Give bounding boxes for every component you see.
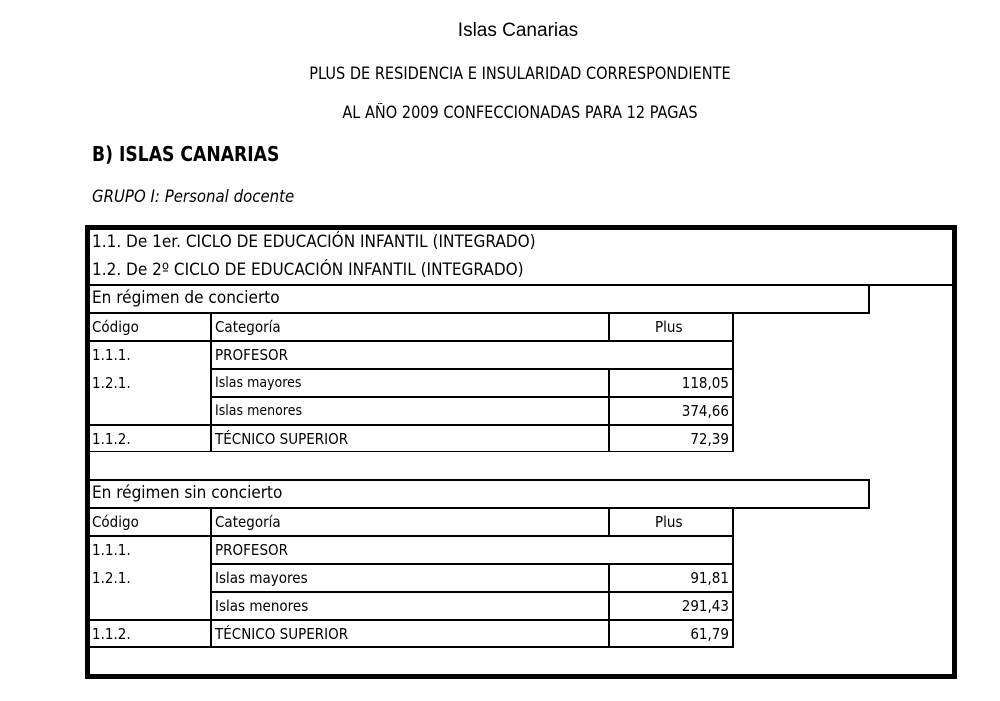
divider bbox=[732, 507, 734, 647]
row-plus: 118,05 bbox=[681, 374, 729, 392]
column-header-codigo: Código bbox=[92, 513, 139, 531]
table-header-line-1: 1.1. De 1er. CICLO DE EDUCACIÓN INFANTIL (INTEGRADO) bbox=[92, 232, 536, 252]
row-codigo: 1.2.1. bbox=[92, 569, 131, 587]
divider bbox=[90, 312, 870, 314]
row-plus: 61,79 bbox=[690, 625, 729, 643]
document-title: Islas Canarias bbox=[457, 20, 579, 41]
table-header-line-2: 1.2. De 2º CICLO DE EDUCACIÓN INFANTIL (INTEGRADO) bbox=[92, 260, 524, 280]
divider bbox=[90, 535, 734, 537]
subtitle-line-2: AL AÑO 2009 CONFECCIONADAS PARA 12 PAGAS bbox=[342, 103, 698, 122]
divider bbox=[90, 424, 734, 426]
divider bbox=[90, 340, 734, 342]
divider bbox=[210, 368, 734, 370]
row-categoria: TÉCNICO SUPERIOR bbox=[215, 430, 349, 448]
column-header-categoria: Categoría bbox=[215, 318, 281, 336]
divider bbox=[868, 284, 870, 314]
group-heading: GRUPO I: Personal docente bbox=[92, 187, 295, 207]
section-heading: B) ISLAS CANARIAS bbox=[92, 142, 280, 166]
divider bbox=[608, 563, 610, 647]
divider bbox=[90, 646, 734, 648]
column-header-plus: Plus bbox=[655, 318, 683, 336]
divider bbox=[90, 507, 870, 509]
divider bbox=[210, 563, 734, 565]
row-plus: 374,66 bbox=[681, 402, 729, 420]
row-categoria: Islas menores bbox=[215, 597, 309, 615]
divider bbox=[90, 479, 870, 481]
row-plus: 91,81 bbox=[690, 569, 729, 587]
divider bbox=[210, 396, 734, 398]
row-plus: 291,43 bbox=[681, 597, 729, 615]
row-categoria: Islas menores bbox=[215, 403, 303, 419]
divider bbox=[210, 591, 734, 593]
divider bbox=[90, 284, 952, 286]
column-header-categoria: Categoría bbox=[215, 513, 281, 531]
row-codigo: 1.1.2. bbox=[92, 625, 131, 643]
divider bbox=[210, 312, 212, 452]
row-categoria: Islas mayores bbox=[215, 375, 302, 391]
row-codigo: 1.1.2. bbox=[92, 430, 131, 448]
section-title-concierto: En régimen de concierto bbox=[92, 288, 280, 308]
divider bbox=[608, 312, 610, 341]
subtitle-line-1: PLUS DE RESIDENCIA E INSULARIDAD CORRESPONDIENTE bbox=[309, 64, 731, 83]
divider bbox=[608, 507, 610, 536]
divider bbox=[90, 451, 734, 452]
row-codigo: 1.1.1. bbox=[92, 541, 131, 559]
row-categoria: Islas mayores bbox=[215, 569, 308, 587]
row-plus: 72,39 bbox=[690, 430, 729, 448]
row-categoria: TÉCNICO SUPERIOR bbox=[215, 625, 349, 643]
column-header-plus: Plus bbox=[655, 513, 683, 531]
column-header-codigo: Código bbox=[92, 318, 139, 336]
divider bbox=[608, 368, 610, 452]
section-title-sin-concierto: En régimen sin concierto bbox=[92, 483, 283, 503]
row-categoria: PROFESOR bbox=[215, 346, 289, 364]
row-categoria: PROFESOR bbox=[215, 541, 289, 559]
divider bbox=[210, 507, 212, 647]
divider bbox=[90, 619, 734, 621]
row-codigo: 1.2.1. bbox=[92, 374, 131, 392]
row-codigo: 1.1.1. bbox=[92, 346, 131, 364]
divider bbox=[868, 479, 870, 509]
divider bbox=[732, 312, 734, 452]
